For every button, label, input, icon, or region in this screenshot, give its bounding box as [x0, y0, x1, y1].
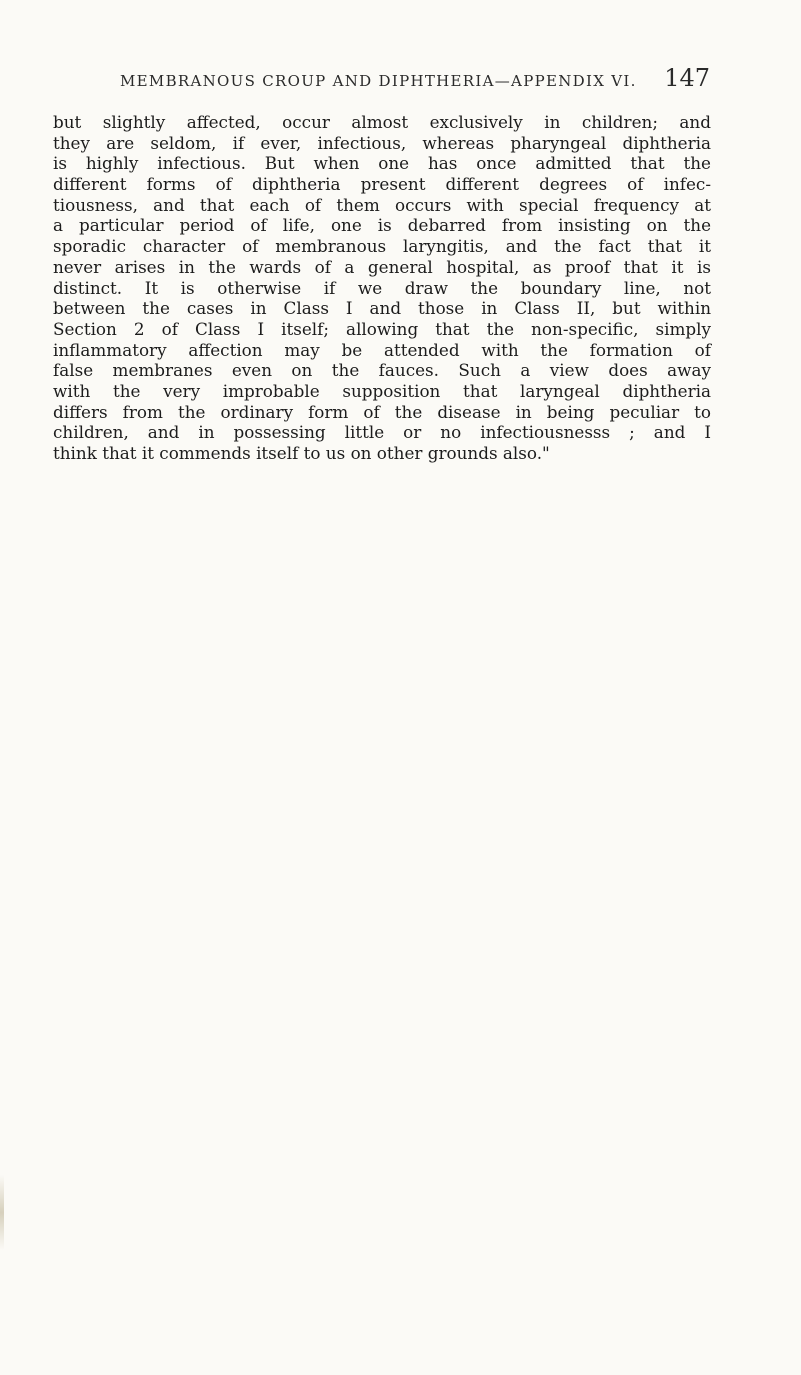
text-line: with the very improbable supposition that laryngeal diphtheria	[53, 380, 711, 401]
text-line: differs from the ordinary form of the disease in being peculiar to	[53, 401, 711, 422]
text-line: they are seldom, if ever, infectious, whereas pharyngeal diphtheria	[53, 132, 711, 153]
text-line: between the cases in Class I and those in Class II, but within	[53, 298, 711, 319]
text-line: different forms of diphtheria present different degrees of infec-	[53, 174, 711, 195]
text-line: tiousness, and that each of them occurs with special frequency at	[53, 194, 711, 215]
text-line: a particular period of life, one is debarred from insisting on the	[53, 215, 711, 236]
text-line: think that it commends itself to us on other grounds also."	[53, 443, 550, 463]
body-paragraph	[53, 112, 711, 464]
running-title: MEMBRANOUS CROUP AND DIPHTHERIA—APPENDIX VI.	[120, 72, 637, 90]
text-line: inflammatory affection may be attended with the formation of	[53, 339, 711, 360]
text-line: but slightly affected, occur almost exclusively in children; and	[53, 112, 711, 132]
page-edge-stain	[0, 1175, 4, 1250]
page-number: 147	[664, 64, 710, 92]
text-line: is highly infectious. But when one has once admitted that the	[53, 153, 711, 174]
text-line: never arises in the wards of a general hospital, as proof that it is	[53, 256, 711, 277]
text-line: Section 2 of Class I itself; allowing that the non-specific, simply	[53, 318, 711, 339]
text-line: false membranes even on the fauces. Such a view does away	[53, 360, 711, 381]
text-line: distinct. It is otherwise if we draw the boundary line, not	[53, 277, 711, 298]
text-line: sporadic character of membranous laryngitis, and the fact that it	[53, 236, 711, 257]
running-head	[120, 64, 710, 94]
text-line: children, and in possessing little or no infectiousnesss ; and I	[53, 422, 711, 443]
